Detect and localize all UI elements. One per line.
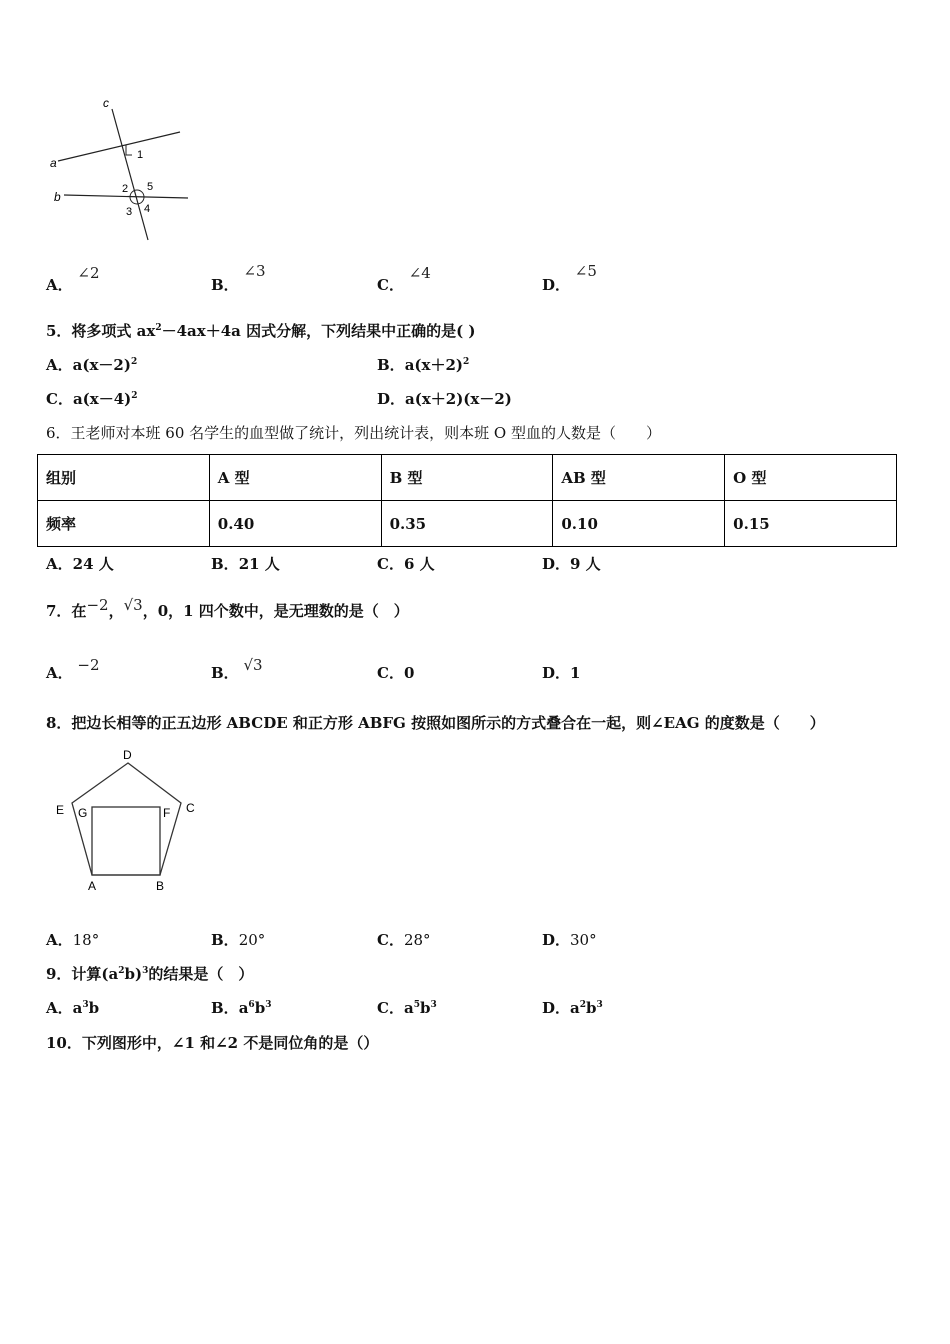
option-letter: B． (211, 555, 239, 573)
option-letter: B． (211, 931, 239, 949)
label-A: A (88, 879, 97, 893)
option-letter: C． (377, 555, 404, 573)
option-value: a(x＋2)(x－2) (405, 390, 512, 408)
line-c (112, 109, 151, 240)
table-header-cell: O 型 (725, 455, 897, 501)
option-sup: 2 (131, 391, 138, 401)
label-C: C (186, 801, 195, 815)
q5-option-c[interactable] (46, 388, 138, 409)
option-letter: D． (542, 931, 571, 949)
q6-option-d[interactable] (542, 553, 601, 574)
q5-stem-post: －4ax＋4a 因式分解，下列结果中正确的是( ) (161, 322, 476, 340)
option-letter: C． (377, 931, 404, 949)
option-letter: D． (542, 664, 571, 682)
q7-stem-post: ，0，1 四个数中，是无理数的是（ ） (142, 602, 409, 620)
option-value: a(x＋2) (404, 356, 463, 374)
option-letter: D． (542, 276, 571, 294)
q4-option-a[interactable] (46, 264, 100, 294)
q7-sqrt3: √3 (123, 596, 143, 614)
option-value: 1 (570, 664, 581, 682)
option-value: ∠2 (77, 264, 100, 282)
option-base1: a (570, 999, 580, 1017)
option-letter: A． (46, 555, 73, 573)
q4-option-c[interactable] (377, 264, 431, 294)
option-sup: 2 (462, 357, 470, 367)
angle-figure (40, 95, 200, 250)
option-letter: A． (46, 276, 73, 294)
option-sup1: 6 (248, 1000, 255, 1010)
table-header-cell: A 型 (209, 455, 381, 501)
label-3: 3 (126, 206, 133, 218)
table-cell: 0.15 (725, 501, 897, 547)
q7-option-c[interactable] (377, 662, 414, 683)
table-cell: 0.35 (381, 501, 553, 547)
q6-option-b[interactable] (211, 553, 280, 574)
option-letter: B． (211, 999, 239, 1017)
option-letter: A． (46, 664, 73, 682)
q7-stem (46, 596, 409, 621)
option-letter: A． (46, 999, 73, 1017)
option-value: √3 (243, 656, 263, 674)
option-value: 18° (72, 931, 100, 949)
q5-stem-sup: 2 (155, 323, 162, 333)
table-header-cell: AB 型 (553, 455, 725, 501)
option-value: 0 (403, 664, 415, 682)
option-base2: b (586, 999, 597, 1017)
label-a: a (50, 156, 57, 170)
option-letter: D． (542, 999, 571, 1017)
option-value: −2 (77, 656, 100, 674)
option-sup2: 3 (430, 1000, 437, 1010)
label-D: D (123, 748, 132, 762)
option-sup1: 2 (579, 1000, 587, 1010)
option-letter: B． (211, 664, 239, 682)
option-value: ∠5 (574, 262, 597, 280)
option-sup2: 3 (596, 1000, 603, 1010)
option-value: 24 人 (72, 555, 114, 573)
option-value: 20° (238, 931, 266, 949)
option-letter: C． (377, 999, 404, 1017)
option-value: 9 人 (570, 555, 601, 573)
q10-stem: 10．下列图形中，∠1 和∠2 不是同位角的是（） (46, 1034, 379, 1052)
blood-type-table (37, 454, 897, 547)
q5-stem (46, 320, 476, 341)
table-header-row (38, 455, 897, 501)
option-base2: b (88, 999, 100, 1017)
q8-stem: 8．把边长相等的正五边形 ABCDE 和正方形 ABFG 按照如图所示的方式叠合在一起，则∠EAG 的度数是（ ） (46, 714, 825, 732)
option-letter: B． (377, 356, 405, 374)
q9-option-d[interactable] (542, 997, 603, 1018)
q7-sep: ， (108, 602, 124, 620)
q8-option-c[interactable] (377, 929, 431, 950)
option-value: 30° (570, 931, 597, 949)
q4-option-d[interactable] (542, 262, 597, 294)
option-value: 28° (403, 931, 431, 949)
q7-option-b[interactable] (211, 656, 263, 682)
option-letter: B． (211, 276, 239, 294)
option-value: a(x－4) (72, 390, 132, 408)
label-F: F (163, 806, 171, 820)
label-E: E (56, 803, 65, 817)
q4-option-b[interactable] (211, 262, 266, 294)
pentagon-square-figure (48, 745, 208, 895)
option-value: ∠4 (408, 264, 431, 282)
q9-option-c[interactable] (377, 997, 437, 1018)
option-value: ∠3 (243, 262, 266, 280)
table-cell: 0.40 (209, 501, 381, 547)
q9-stem-pre: 9．计算(a (46, 965, 119, 983)
option-letter: C． (46, 390, 73, 408)
q5-option-d[interactable] (377, 388, 512, 409)
q7-stem-pre: 7．在 (46, 602, 87, 620)
option-letter: D． (542, 555, 571, 573)
q9-stem (46, 963, 253, 984)
table-header-cell: B 型 (381, 455, 553, 501)
q5-stem-pre: 5．将多项式 ax (46, 322, 156, 340)
q8-option-d[interactable] (542, 929, 597, 950)
square (92, 807, 160, 875)
option-base1: a (72, 999, 83, 1017)
option-base1: a (238, 999, 249, 1017)
label-b: b (54, 190, 61, 204)
option-letter: C． (377, 664, 404, 682)
q9-stem-post: 的结果是（ ） (148, 965, 254, 983)
q7-option-a[interactable] (46, 656, 100, 682)
option-base1: a (403, 999, 414, 1017)
option-value: a(x－2) (72, 356, 131, 374)
label-2: 2 (122, 183, 129, 195)
q5-option-a[interactable] (46, 354, 137, 375)
table-cell: 0.10 (553, 501, 725, 547)
angle-mark-1 (126, 145, 132, 155)
q8-option-a[interactable] (46, 929, 99, 950)
label-1: 1 (137, 149, 144, 161)
q5-option-b[interactable] (377, 354, 469, 375)
option-letter: C． (377, 276, 404, 294)
label-G: G (78, 806, 88, 820)
option-sup2: 3 (265, 1000, 272, 1010)
option-letter: A． (46, 356, 73, 374)
option-letter: A． (46, 931, 73, 949)
option-sup: 2 (130, 357, 138, 367)
table-row (38, 501, 897, 547)
label-4: 4 (144, 203, 151, 215)
option-base2: b (419, 999, 431, 1017)
option-sup1: 5 (413, 1000, 420, 1010)
label-c: c (103, 96, 109, 110)
q7-option-d[interactable] (542, 662, 580, 683)
q7-neg2: −2 (86, 596, 109, 614)
q9-sup2: 3 (142, 966, 149, 976)
label-B: B (156, 879, 165, 893)
option-sup1: 3 (82, 1000, 89, 1010)
option-value: 6 人 (403, 555, 435, 573)
q9-stem-mid: b) (124, 965, 143, 983)
q6-stem: 6．王老师对本班 60 名学生的血型做了统计，列出统计表，则本班 O 型血的人数是（ ） (46, 424, 662, 442)
option-base2: b (254, 999, 266, 1017)
line-b (64, 195, 188, 198)
option-letter: D． (377, 390, 406, 408)
table-header-cell: 组别 (38, 455, 210, 501)
q6-option-a[interactable] (46, 553, 114, 574)
q9-option-b[interactable] (211, 997, 271, 1018)
q6-option-c[interactable] (377, 553, 435, 574)
q8-option-b[interactable] (211, 929, 265, 950)
label-5: 5 (147, 181, 154, 193)
option-value: 21 人 (238, 555, 280, 573)
q9-option-a[interactable] (46, 997, 99, 1018)
q9-sup1: 2 (118, 966, 125, 976)
table-cell: 频率 (38, 501, 210, 547)
